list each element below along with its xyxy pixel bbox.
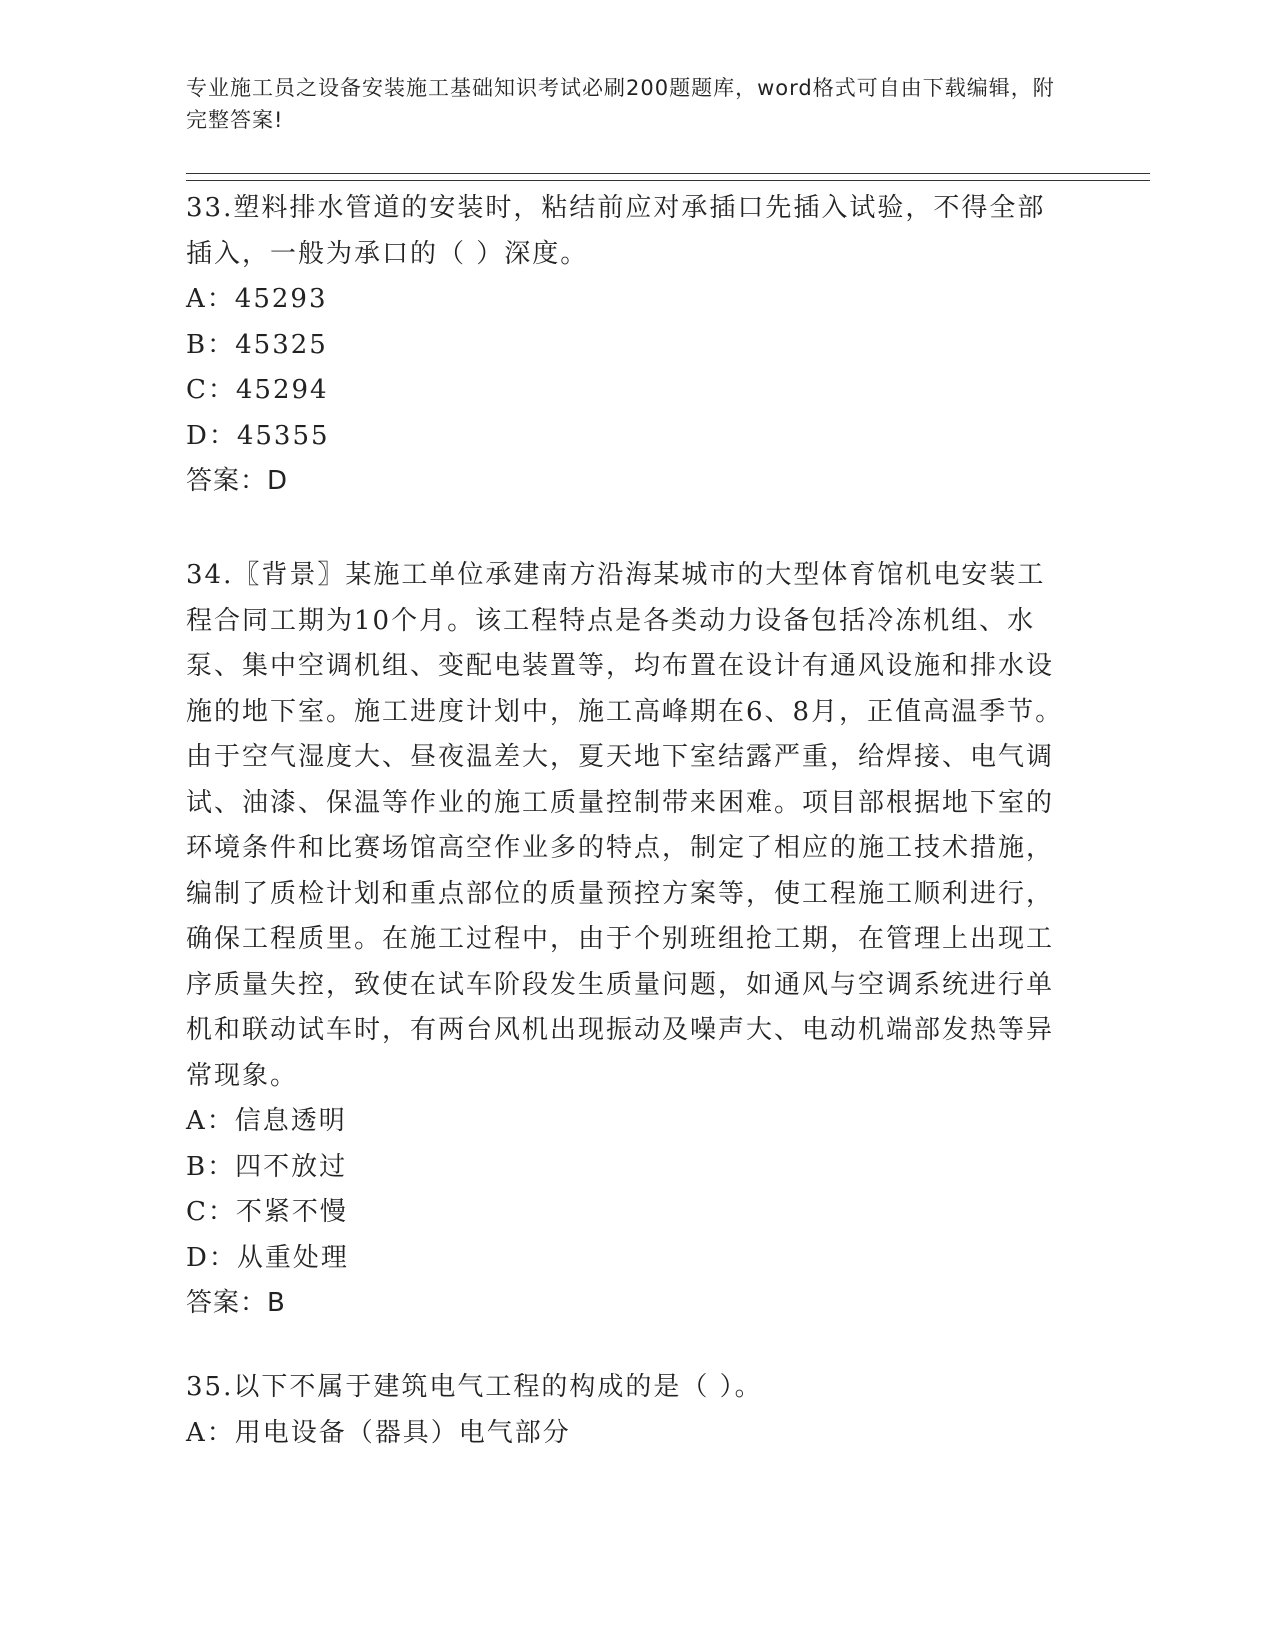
question-text: 34.〖背景〗某施工单位承建南方沿海某城市的大型体育馆机电安装工程合同工期为10个月。该工程特点是各类动力设备包括冷冻机组、水泵、集中空调机组、变配电装置等，均布置在设计有通风设施和排水设施的地下室。施工进度计划中，施工高峰期在6、8月，正值高温季节。由于空气湿度大、昼夜温差大，夏天地下室结露严重，给焊接、电气调试、油漆、保温等作业的施工质量控制带来困难。项目部根据地下室的环境条件和比赛场馆高空作业多的特点，制定了相应的施工技术措施，编制了质检计划和重点部位的质量预控方案等，使工程施工顺利进行，确保工程质里。在施工过程中，由于个别班组抢工期，在管理上出现工序质量失控，致使在试车阶段发生质量问题，如通风与空调系统进行单机和联动试车时，有两台风机出现振动及噪声大、电动机端部发热等异常现象。 — [186, 560, 1064, 1091]
option-b: B：四不放过 — [186, 1151, 348, 1182]
option-d: D：45355 — [186, 420, 330, 451]
option-a: A：信息透明 — [186, 1106, 347, 1136]
question-34 — [186, 553, 1066, 1327]
answer: 答案：B — [186, 1288, 286, 1318]
option-c: C：不紧不慢 — [186, 1197, 348, 1227]
header-divider-top — [186, 173, 1150, 174]
document-header: 专业施工员之设备安装施工基础知识考试必刷200题题库，word格式可自由下载编辑，附完整答案! — [186, 76, 1055, 132]
question-35 — [186, 1365, 1066, 1456]
question-text: 35.以下不属于建筑电气工程的构成的是（ ）。 — [186, 1372, 763, 1402]
option-a: A：用电设备（器具）电气部分 — [186, 1417, 571, 1448]
option-b: B：45325 — [186, 329, 328, 360]
question-text: 33.塑料排水管道的安装时，粘结前应对承插口先插入试验，不得全部插入，一般为承口的（ ）深度。 — [186, 193, 1046, 269]
question-33 — [186, 186, 1066, 505]
header-divider-bottom — [186, 180, 1150, 181]
option-d: D：从重处理 — [186, 1242, 349, 1273]
option-a: A：45293 — [186, 284, 328, 314]
option-c: C：45294 — [186, 375, 329, 405]
answer: 答案：D — [186, 466, 289, 496]
